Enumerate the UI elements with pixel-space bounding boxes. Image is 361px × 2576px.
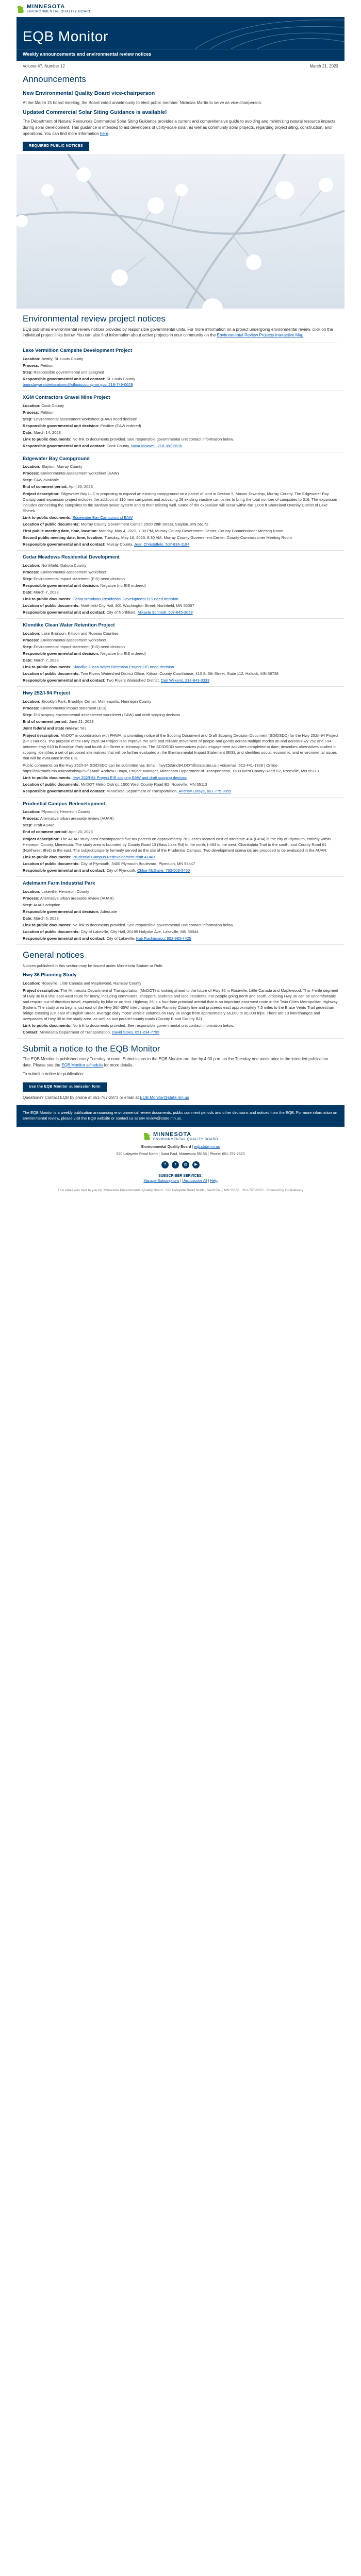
interactive-map-link[interactable]: Environmental Review Projects Interactive Map — [217, 333, 304, 338]
twitter-icon[interactable]: t — [172, 1161, 179, 1168]
unsubscribe-link[interactable]: Unsubscribe All — [182, 1179, 207, 1183]
minnesota-state-icon — [143, 1132, 151, 1141]
submission-form-button[interactable]: Use the EQB Monitor submission form — [23, 1082, 107, 1092]
general-intro: Notices published in this section may be issued under Minnesota Statute or Rule. — [23, 963, 163, 968]
help-link[interactable]: Help — [210, 1179, 218, 1183]
rgu-contact-link[interactable]: Dan Wilkens, 218-843-3333 — [160, 677, 210, 683]
social-links — [17, 1158, 344, 1172]
rgu-contact-link[interactable]: Jean Christoffels, 507-836-1184 — [134, 542, 190, 547]
study-contact-link[interactable]: David Stoks, 651-234-7795 — [112, 1029, 160, 1035]
project-notice: Edgewater Bay Campground Location: Slayton, Murray County Process: Environmental assessment worksheet (EAW) Step: EAW available End of comment period: April 20, 2023 Project description: Edgewater Bay LLC is proposing to expand an existing campground on a parcel of land in Section 5, Mason Township, Murray County. The Edgewater Bay Campground expansion project includes the addition of 110 new campsites and activating 28 existing inactive campsites to bring the total number of campsites to 316. The expansion includes connecting the campsites to the sanitary sewer system and to their existing well. Some of the expansion will occur within the 1,000 ft Shoreland Overlay District of Lake Shetek. Link to public documents: Edgewater Bay Campground EAW Location of public documents: Murray County Government Center, 2500 28th Street, Slayton, MN 56172 First public meeting date, time, location: Monday, May 4, 2023, 7:00 PM, Murray County Government Center, County Commissioner Meeting Room Second public meeting date, time, location: Tuesday, May 16, 2023, 8:30 AM, Murray County Government Center, County Commissioner Meeting Room Responsible governmental unit and contact: Murray County, Jean Christoffels, 507-836-1184 — [17, 455, 344, 551]
issue-date: March 21, 2023 — [309, 64, 338, 69]
public-documents-link[interactable]: Klondike Clean Water Retention Project EIS need decision — [72, 664, 174, 669]
monitor-email-link[interactable]: EQB.Monitor@state.mn.us — [140, 1095, 189, 1100]
project-title: XGM Contractors Gravel Mine Project — [23, 394, 110, 400]
study-title: Hwy 36 Planning Study — [23, 972, 77, 978]
announcement-title: Updated Commercial Solar Siting Guidance is available! — [23, 109, 167, 116]
announcement-title: New Environmental Quality Board vice-chairperson — [23, 90, 155, 97]
announcement-text: The Department of Natural Resources Commercial Solar Siting Guidance provides a current and comprehensive guide to avoiding and minimizing natural resource impacts during solar development. This guidance is intended to aid developers of utility-scale solar, as well as community solar projects, regarding project siting, construction, and operations. You can find more information here. — [23, 119, 336, 136]
schedule-link[interactable]: EQB Monitor schedule — [61, 1062, 103, 1067]
eqb-logo[interactable] — [17, 4, 344, 14]
subscriber-services: SUBSCRIBER SERVICES: Manage Subscriptions | Unsubscribe All | Help — [143, 1174, 218, 1183]
er-notices-heading: Environmental review project notices — [23, 314, 166, 324]
rgu-contact-link[interactable]: Kati Rachimaiou, 952-985-4425 — [136, 936, 191, 941]
submit-section: The EQB Monitor is published every Tuesday at noon. Submissions to the EQB Monitor are due by 4:00 p.m. on the Tuesday one week prior to the intended publication date. Please see the EQB Monitor schedule for more details. To submit a notice for publication: Use the EQB Monitor submission form Questions? Contact EQB by phone at 651-757-2873 or email at EQB.Monitor@state.mn.us — [23, 1057, 329, 1100]
rgu-contact-link[interactable]: Mikayla Schmidt, 507-645-3059 — [137, 610, 193, 615]
submit-heading: Submit a notice to the EQB Monitor — [23, 1043, 160, 1054]
project-notice: XGM Contractors Gravel Mine Project Location: Cook County Process: Petition Step: Environmental assessment worksheet (EAW) need decision Responsible governmental unit decision: Positive (EAW ordered) Date: March 14, 2023 Link to public documents: No link to documents provided. See responsible governmental unit contact information below. Responsible governmental unit and contact: Cook County, Nova Maxwell, 218-387-3630 — [17, 394, 344, 452]
general-notices-heading: General notices — [23, 950, 85, 960]
footer-board-info: Environmental Quality Board | eqb.state.mn.us — [141, 1145, 220, 1149]
project-notice: Adelmann Farm Industrial Park Location: Lakeville, Hennepin County Process: Alternative urban areawide review (AUAR) Step: AUAR adoption Responsible governmental unit decision: Adequate Date: March 6, 2023 Link to public documents: No link to documents provided. See responsible governmental unit contact information below. Location of public documents: City of Lakeville, City Hall, 20195 Holyoke Ave, Lakeville, MN 55044 Responsible governmental unit and contact: City of Lakeville, Kati Rachimaiou, 952-985-4425 — [17, 880, 344, 945]
banner-decoration — [190, 17, 344, 49]
logo-line1: MINNESOTA — [27, 4, 65, 10]
public-documents-link[interactable]: Cedar Meadows Residential Development EIS need decision — [72, 597, 178, 602]
newsletter-title: EQB Monitor — [23, 28, 108, 44]
project-title: Hwy 252/I-94 Project — [23, 690, 70, 696]
rgu-contact-link[interactable]: Nova Maxwell, 218-387-3630 — [131, 443, 182, 448]
legal-text: This email was sent to you by: Minnesota Environmental Quality Board · 520 Lafayette Road North · Saint Paul, MN 55155 · 651-757-2873 · Powered by GovDelivery — [57, 1189, 304, 1193]
er-intro: EQB publishes environmental review notices provided by responsible governmental units. For more information on a project undergoing environmental review, click on the individual project links below. You can also find information about active projects in your community on the Environmental Review Projects Interactive Map. — [23, 327, 333, 338]
manage-subscriptions-link[interactable]: Manage Subscriptions — [143, 1179, 179, 1183]
project-title: Cedar Meadows Residential Development — [23, 554, 120, 561]
monitor-banner — [17, 17, 344, 49]
solar-guidance-link[interactable]: here — [100, 131, 108, 136]
general-notice: Notices published in this section may be issued under Minnesota Statute or Rule. Hwy 36 Planning Study Location: Roseville, Little Canada and Maplewood, Ramsey County Project description: The Minnesota Department of Transportation (MnDOT) is looking ahead to the future of Hwy 36 in Roseville, Little Canada and Maplewood. This 4-mile segment of Hwy 36 is a vital east-west route for many, including commuters, shoppers, students and local residents. For people going north and south, crossing Hwy 36 can be uncomfortable and require out-of-direction travel, especially by bike or on foot. Highway 36 is a four-lane principal arterial that is an important east-west route in the Twin Cities Metropolitan Highway System. The study area begins just east of the Hwy 36/I-35W interchange at the Ramsey County line and proceeds east approximately 7.5 miles to the Bruce Vento Trail pedestrian bridge crossing just east of English Street. Average daily motor vehicle volumes on Hwy 36 range from approximately 66,000 to 80,000 trips. There are 13 interchanges and overpasses of Hwy 36 in the study area, as well as two parallel county roads (County B and County B2). Link to public documents: No link to documents provided. See responsible governmental unit contact information below. Contact: Minnesota Department of Transportation, David Stoks, 651-234-7795 — [17, 963, 344, 1039]
footer-note: The EQB Monitor is a weekly publication announcing environmental review documents, public comment periods and other decisions and notices from the EQB. For more information on environmental review, please visit the EQB website or contact us at env.review@state.mn.us. — [17, 1105, 344, 1127]
rgu-contact-link[interactable]: boundaryandsitelocations@stlouiscountymn.gov, 218-749-0629 — [23, 382, 133, 387]
facebook-icon[interactable]: f — [161, 1161, 169, 1168]
newsletter-subtitle: Weekly announcements and environmental review notices — [17, 49, 344, 61]
announcements-section — [17, 90, 344, 154]
project-title: Klondike Clean Water Retention Project — [23, 622, 115, 629]
email-container — [17, 0, 344, 1198]
public-documents-link[interactable]: Hwy 252/I-94 Project EIS scoping EAW and draft scoping decision — [72, 775, 188, 780]
footer-address: 520 Lafayette Road North | Saint Paul, Minnesota 55155 | Phone: 651-757-2873 — [116, 1152, 245, 1156]
project-title: Adelmann Farm Industrial Park — [23, 880, 95, 887]
logo-line2: ENVIRONMENTAL QUALITY BOARD — [27, 10, 92, 13]
project-title: Lake Vermillion Campsite Development Project — [23, 348, 133, 354]
footer-logo[interactable]: MINNESOTA ENVIRONMENTAL QUALITY BOARD — [17, 1127, 344, 1144]
youtube-icon[interactable]: ▶ — [192, 1161, 200, 1168]
winter-branches-image — [17, 154, 344, 309]
issue-info — [17, 61, 344, 72]
board-website-link[interactable]: eqb.state.mn.us — [194, 1145, 220, 1149]
public-documents-link[interactable]: Prudential Campus Redevelopment draft AUAR — [72, 855, 155, 860]
rgu-contact-link[interactable]: Chloe McGuire, 763-509-5450 — [137, 868, 190, 873]
minnesota-state-icon — [17, 5, 25, 13]
logo-bar — [17, 0, 344, 17]
project-notice: Hwy 252/I-94 Project Location: Brooklyn Park, Brooklyn Center, Minneapolis, Hennepin County Process: Environmental impact statement (EIS) Step: EIS scoping environmental assessment worksheet (EAW) and draft scoping decision End of comment period: June 21, 2023 Joint federal and state review: Yes Project description: MnDOT in coordination with FHWA, is providing notice of the Scoping Document and Draft Scoping Decision Document (SD/DSDD) for the Hwy 252/I-94 Project (SP 2748-66). The purpose of the Hwy 252/I-94 Project is to improve the safe and reliable movement of people and goods across multiple modes on and across Hwy 252 and I-94 between Hwy 610 in Brooklyn Park and fourth 4th Street in Minneapolis. The SD/DSDD summarizes public engagement activities completed to date; describes alternatives studied in scoping; identifies a set of proposed alternatives that will be further evaluated in the Environmental Impact Statement (EIS); and identifies social, economic, and environmental issues that will be evaluated in the EIS. Public comments on the Hwy 252/I-94 SD/DSDD can be submitted via: Email: hwy252and94.DOT@state.mn.us | Voicemail: 612-441-1928 | Online: https://talkroads.mn.us/roads/hwy252/ | Mail: Andrew Lutaya, Project Manager, Minnesota Department of Transportation, 1500 West County Road B2, Roseville, MN 55113 Link to public documents: Hwy 252/I-94 Project EIS scoping EAW and draft scoping decision Location of public documents: MnDOT Metro District, 1500 West County Road B2, Roseville, MN 55113 Responsible governmental unit and contact: Minnesota Department of Transportation, Andrew Lutaya, 651-775-0855 — [17, 690, 344, 798]
email-icon[interactable]: @ — [182, 1161, 189, 1168]
project-notice: Prudential Campus Redevelopment Location: Plymouth, Hennepin County Process: Alternative urban areawide review (AUAR) Step: Draft AUAR End of comment period: April 20, 2023 Project description: The AUAR study area encompasses five tax parcels on approximately 76.2 acres located east of Interstate 494 (I-494) in the city of Plymouth, entirely within Hennepin County, Minnesota. The study area is bounded by County Road 10 (Bass Lake Rd) to the north, I-494 to the west, Chankahda Trail to the south, and County Road 61 (Northwest Blvd) to the east. The subject property formerly served as the site of the Prudential Campus. Two development scenarios are proposed to be evaluated in the AUAR. Link to public documents: Prudential Campus Redevelopment draft AUAR Location of public documents: City of Plymouth, 3400 Plymouth Boulevard, Plymouth, MN 55447 Responsible governmental unit and contact: City of Plymouth, Chloe McGuire, 763-509-5450 — [17, 801, 344, 877]
public-documents-link[interactable]: Edgewater Bay Campground EAW — [72, 515, 133, 520]
project-title: Prudential Campus Redevelopment — [23, 801, 105, 807]
project-notice: Lake Vermillion Campsite Development Project Location: Beatty, St. Louis County Process: Petition Step: Responsible governmental unit assigned Responsible governmental unit and contact: St. Louis County boundaryandsitelocations@stlouiscountymn.gov, 218-749-0629 — [17, 347, 344, 391]
announcements-heading: Announcements — [23, 74, 86, 84]
project-notice: Cedar Meadows Residential Development Location: Northfield, Dakota County Process: Environmental assessment worksheet Step: Environmental impact statement (EIS) need decision Responsible governmental unit decision: Negative (no EIS ordered) Date: March 7, 2023 Link to public documents: Cedar Meadows Residential Development EIS need decision Location of public documents: Northfield City Hall, 801 Washington Street, Northfield, MN 55057 Responsible governmental unit and contact: City of Northfield, Mikayla Schmidt, 507-645-3059 — [17, 554, 344, 619]
project-title: Edgewater Bay Campground — [23, 455, 90, 462]
volume-number: Volume 47, Number 12 — [23, 64, 65, 69]
required-notices-button[interactable]: REQUIRED PUBLIC NOTICES — [23, 142, 89, 151]
announcement-text: At the March 15 board meeting, the Board voted unanimously to elect public member, Nicholas Martin to serve as vice-chairperson. — [23, 100, 262, 105]
project-notice: Klondike Clean Water Retention Project Location: Lake Bronson, Kittson and Roseau Counties Process: Environmental assessment worksheet Step: Environmental impact statement (EIS) need decision Responsible governmental unit decision: Negative (no EIS ordered) Date: March 7, 2023 Link to public documents: Klondike Clean Water Retention Project EIS need decision Location of public documents: Two Rivers Watershed District Office, Kittson County Courthouse, 410 S. 5th Street, Suite 112, Hallock, MN 56728 Responsible governmental unit and contact: Two Rivers Watershed District, Dan Wilkens, 218-843-3333 — [17, 622, 344, 687]
rgu-contact-link[interactable]: Andrew Lutaya, 651-775-0855 — [178, 788, 232, 793]
